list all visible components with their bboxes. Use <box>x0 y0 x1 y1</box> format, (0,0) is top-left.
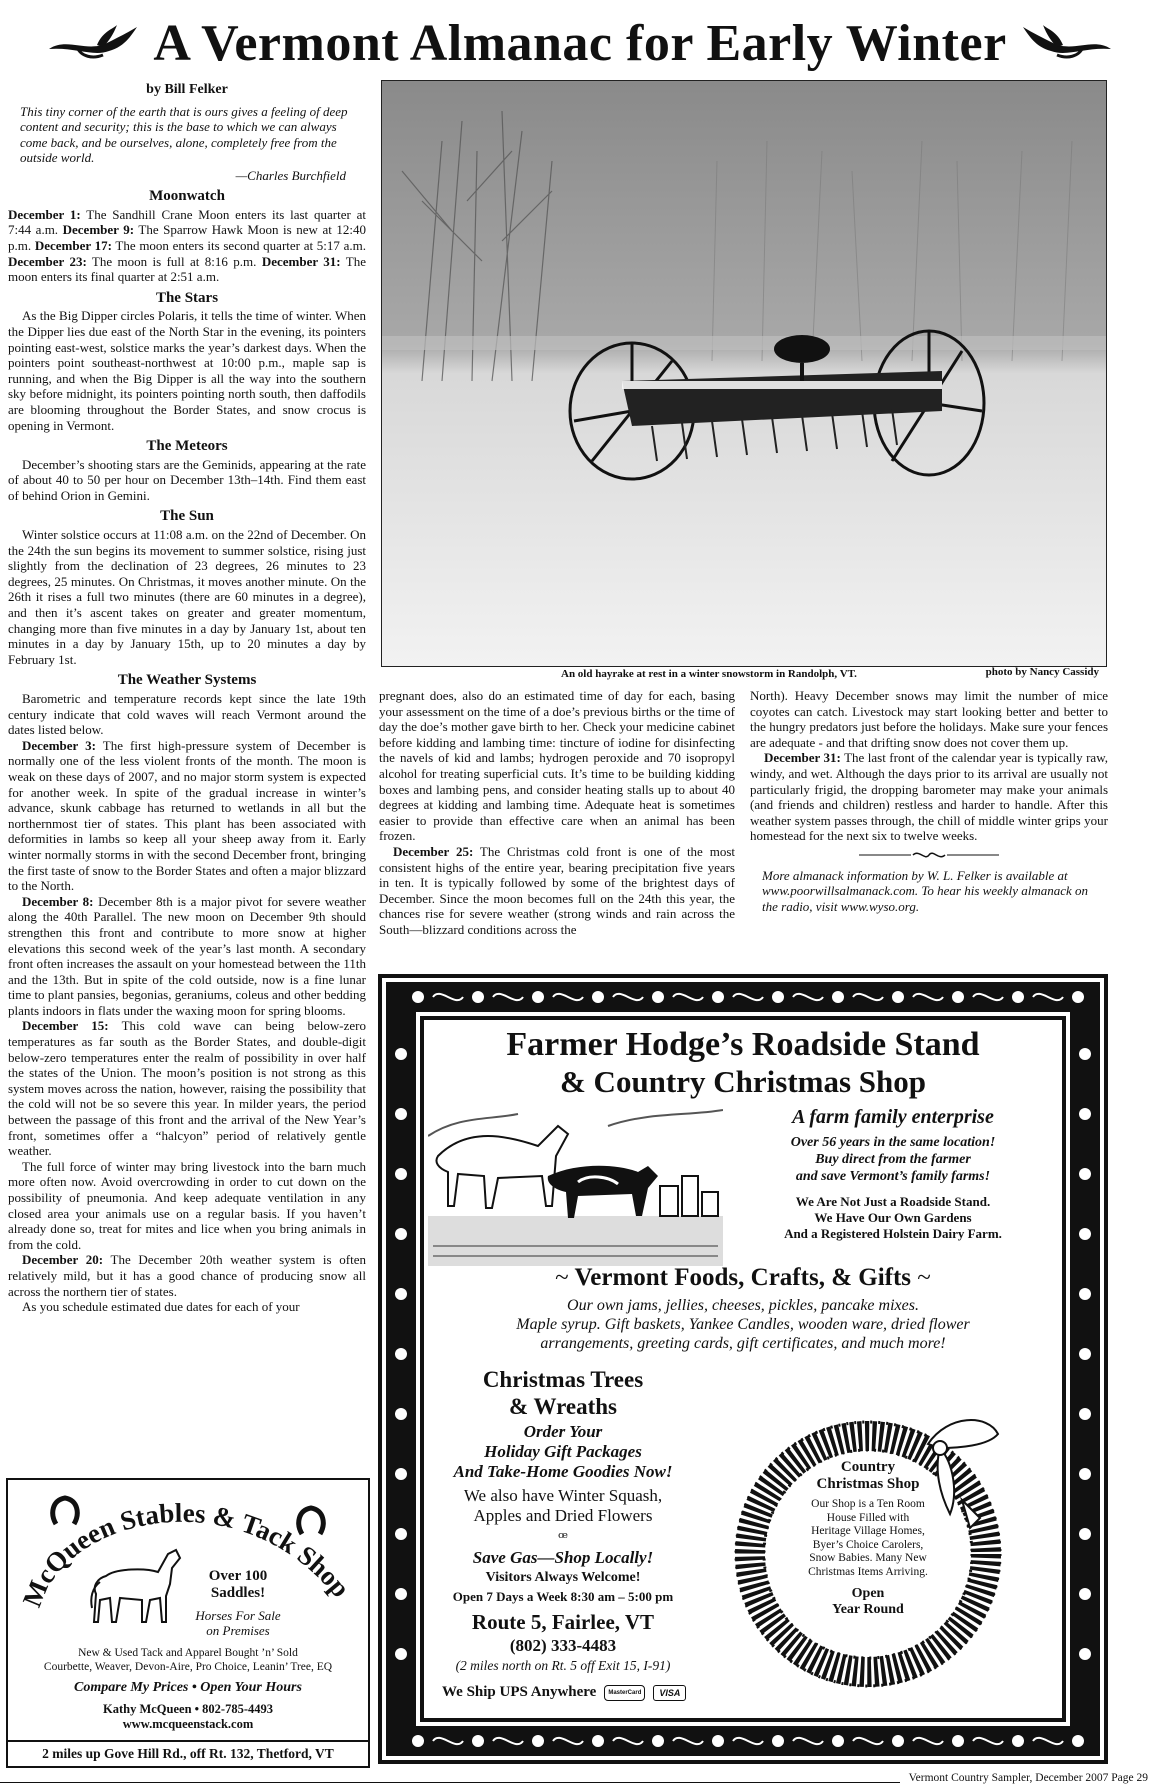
weather-right: North). Heavy December snows may limit the number of mice coyotes can catch. Livestock may start looking better and better to the hungry predators just before the holidays. Make sure your fences are adequate - and that drifting snow does not cover them up. <box>750 688 1108 750</box>
store-hours: Open 7 Days a Week 8:30 am – 5:00 pm <box>452 1589 674 1604</box>
left-column <box>8 80 366 1315</box>
moonwatch-heading: Moonwatch <box>149 188 225 205</box>
right-column <box>750 688 1108 914</box>
weather-dec3: December 3: The first high-pressure system of December is normally one of the less violent fronts of the month. The moon is weak on these days of 2007, and no major storm system is expected for another week. In spite of the gradual increase in winter’s advance, skunk cabbage has returned to wetlands in all but the northernmost tier of states. This plant has been associated with deformities in lambs so keep all your sheep away from it. Early winter normally storms in with the second December front, bringing the first taste of snow to the Border States and often a major blizzard to the North. <box>8 737 366 894</box>
hodge-own-products: Our own jams, jellies, cheeses, pickles, pancake mixes. Maple syrup. Gift baskets, Yankee Candles, wooden ware, dried flower arrangements, greeting cards, gift certificates, and much more! <box>516 1297 970 1352</box>
saddles-text: Over 100 Saddles! <box>208 1568 268 1601</box>
hodge-directions: (2 miles north on Rt. 5 off Exit 15, I-91) <box>455 1658 671 1673</box>
stars-text: As the Big Dipper circles Polaris, it tells the time of winter. When the Dipper lies due east of the North Star in the evening, its pointers pointing east-west, solstice marks the year’s darkest days. When the pointers point southeast-northwest at 10:00 p.m., maple sap is running, and when the Big Dipper is all the way into the southern sky before midnight, its pointers pointing north south, then daffodils are blooming throughout the Border States, and snow crocus is opening in Vermont. <box>8 308 366 433</box>
photo-caption: An old hayrake at rest in a winter snowstorm in Randolph, VT. <box>561 668 857 680</box>
moonwatch-text: December 1: The Sandhill Crane Moon enters its last quarter at 7:44 a.m. December 9: The Sparrow Hawk Moon is new at 12:40 p.m. December 17: The moon enters its second quarter at 5:17 a.m. December 23: The moon is full at 8:16 p.m. December 31: The moon enters its final quarter at 2:51 a.m. <box>8 206 366 285</box>
left-flourish-icon <box>47 23 139 63</box>
footer-text: Vermont Country Sampler, December 2007 Page 29 <box>908 1772 1148 1784</box>
hodge-title: Farmer Hodge’s Roadside Stand <box>506 1026 980 1063</box>
hodge-subtitle: & Country Christmas Shop <box>559 1064 927 1099</box>
mcqueen-arc-text: McQueen Stables & Tack Shop <box>16 1497 356 1611</box>
epigraph: This tiny corner of the earth that is ours gives a feeling of deep content and security; this is the base to which we can always come back, and be ourselves, alone, completely free from the outside world. <box>20 103 348 166</box>
page-footer <box>0 1772 1160 1788</box>
weather-dec20: December 20: The December 20th weather system is often relatively mild, but it has a good chance of producing snow all across the northern tier of states. <box>8 1252 366 1299</box>
weather-dec15: December 15: This cold wave can being below-zero temperatures as far south as the Border States, and double-digit below-zero temperatures enter the realm of possibility in over half the states of the Union. The moon’s position is not strong as this system moves across the nation, however, raising the possibility that the cold will not be so severe this year. In milder years, the period between the passage of this front and the arrival of the New Year’s front, sometimes offer a “halcyon” period of relatively gentle weather. <box>8 1018 366 1159</box>
weather-dec31: December 31: The last front of the calendar year is typically raw, windy, and wet. Although the days prior to its arrival are usually not particularly frigid, the dropping barometer may make your animals (and friends and children) restless and harder to handle. After this weather system passes through, the chill of middle winter grips your homestead for the next six to twelve weeks. <box>750 750 1108 844</box>
meteors-text: December’s shooting stars are the Geminids, appearing at the rate of about 40 to 50 per hour on December 13th–14th. Find them east of behind Orion in Gemini. <box>8 456 366 503</box>
save-gas: Save Gas—Shop Locally! <box>472 1548 654 1567</box>
wreath-title: Country Christmas Shop <box>816 1459 920 1492</box>
hodge-route: Route 5, Fairlee, VT <box>471 1610 655 1634</box>
photo-credit: photo by Nancy Cassidy <box>985 666 1099 678</box>
compare-prices: Compare My Prices • Open Your Hours <box>74 1680 302 1695</box>
hodge-years: Over 56 years in the same location! Buy direct from the farmer and save Vermont’s family farms! <box>790 1135 996 1184</box>
wreath-text: Our Shop is a Ten Room House Filled with Heritage Village Homes, Byer’s Choice Carolers, Snow Babies. Many New Christmas Items Arriving. <box>808 1498 928 1578</box>
weather-barn: The full force of winter may bring livestock into the barn much more often now. Avoid overcrowding in order to cut down on the possibility of pneumonia. And keep adequate ventilation in any closed area your animals use on a regular basis. If you haven’t already done so, treat for mites and lice when you bring animals in from the cold. <box>8 1158 366 1252</box>
ups-shipping: We Ship UPS Anywhere MasterCard VISA <box>442 1684 712 1701</box>
wreath-open: Open Year Round <box>832 1586 904 1617</box>
farmer-hodge-ad <box>378 974 1108 1764</box>
hodge-tagline: A farm family enterprise <box>792 1106 994 1128</box>
visitors-welcome: Visitors Always Welcome! <box>485 1570 641 1585</box>
tack-text: New & Used Tack and Apparel Bought ’n’ Sold Courbette, Weaver, Devon-Aire, Pro Choice, Leanin’ Tree, EQ <box>43 1647 333 1673</box>
weather-dec8: December 8: December 8th is a major pivot for severe weather along the 40th Parallel. The new moon on December 9th should strengthen this front and contribute to more snow at higher elevations this second week of the year’s last month. A secondary front often increases the assault on your homestead between the 11th and the 13th. But in spite of the cold outside, now is a fine lunar time to plant pansies, begonias, geraniums, coleus and other bedding plants indoors in flats under the waxing moon for spring blooms. <box>8 893 366 1018</box>
sun-text: Winter solstice occurs at 11:08 a.m. on the 22nd of December. On the 24th the sun begins its movement to summer solstice, rising just slightly from the declination of 23 degrees, 26 minutes to 23 degrees, 25 minutes. On Christmas, it moves another minute. On the 26th it rises a full two minutes (there are 60 minutes in a degree), and then it’s ascent takes on greater and greater momentum, changing more than five minutes in a day by January 1st, about ten minutes in a day by January 15th, up to 20 minutes a day by February 1st. <box>8 527 366 667</box>
meteors-heading: The Meteors <box>146 438 228 455</box>
photo-caption-bar <box>381 665 1107 683</box>
order-packages: Order Your Holiday Gift Packages And Take-Home Goodies Now! <box>453 1422 673 1481</box>
horseshoe-left-icon <box>48 1494 82 1528</box>
divider-ornament <box>750 849 1108 865</box>
mcqueen-directions: 2 miles up Gove Hill Rd., off Rt. 132, Thetford, VT <box>8 1740 368 1766</box>
mastercard-logo-icon: MasterCard <box>604 1685 645 1701</box>
farm-animals-illustration <box>428 1106 723 1266</box>
weather-intro: Barometric and temperature records kept since the late 19th century indicate that cold waves will reach Vermont around the dates listed below. <box>8 691 366 738</box>
article-title: A Vermont Almanac for Early Winter <box>153 14 1007 72</box>
mcqueen-ad <box>6 1478 370 1768</box>
weather-schedule: As you schedule estimated due dates for each of your <box>22 1299 300 1315</box>
visa-logo-icon: VISA <box>653 1685 686 1701</box>
more-info: More almanack information by W. L. Felker is available at www.poorwillsalmanack.com. To hear his weekly almanack on the radio, visit www.wyso.org. <box>762 867 1089 914</box>
hodge-not-just: We Are Not Just a Roadside Stand. We Have Our Own Gardens And a Registered Holstein Dairy Farm. <box>784 1194 1002 1241</box>
footer-rule <box>0 1782 900 1783</box>
christmas-trees: Christmas Trees & Wreaths <box>482 1367 644 1419</box>
stars-heading: The Stars <box>155 289 219 306</box>
divider-swirl-2-icon: ꟹ <box>558 1530 568 1547</box>
weather-continued: pregnant does, also do an estimated time of day for each, basing your assessment on the time of a doe’s previous births or the time of day the doe’s mother gave birth to her. Check your medicine cabinet before kidding and lambing time: tincture of iodine for disinfecting the navels of kid and lambs; hydrogen peroxide and 70 isopropyl alcohol for treating superficial cuts. It’s time to be building kidding boxes and lambing pens, and consider heating stalls up to about 40 degrees at kidding and lambing time. Adequate heat is sometimes easier to provide than effective care when an animal has been frozen. <box>379 688 735 844</box>
divider-swirl-icon <box>859 849 999 861</box>
horses-for-sale: Horses For Sale on Premises <box>195 1608 281 1638</box>
right-flourish-icon <box>1021 23 1113 63</box>
weather-dec25: December 25: The Christmas cold front is one of the most consistent highs of the entire year, bearing precipitation five years in ten. It is typically followed by some of the brightest days of December. Since the moon becomes full on the 24th this year, the chances rise for severe weather (strong winds and rain across the South—blizzard conditions across the <box>379 843 735 937</box>
weather-heading: The Weather Systems <box>117 672 257 689</box>
masthead <box>0 8 1160 78</box>
hayrake-photo <box>381 80 1107 667</box>
sun-heading: The Sun <box>160 508 214 525</box>
middle-column <box>379 688 735 938</box>
hodge-phone: (802) 333-4483 <box>509 1636 617 1655</box>
squash-apples: We also have Winter Squash, Apples and Dried Flowers <box>463 1486 663 1525</box>
snow-scene-image <box>382 81 1106 666</box>
epigraph-author: —Charles Burchfield <box>235 167 346 183</box>
mcqueen-contact: Kathy McQueen • 802-785-4493 www.mcqueenstack.com <box>103 1702 273 1731</box>
hodge-foods-heading: ~ Vermont Foods, Crafts, & Gifts ~ <box>555 1264 931 1291</box>
byline: by Bill Felker <box>146 82 228 97</box>
horseshoe-right-icon <box>294 1504 328 1538</box>
horse-icon <box>86 1538 186 1630</box>
